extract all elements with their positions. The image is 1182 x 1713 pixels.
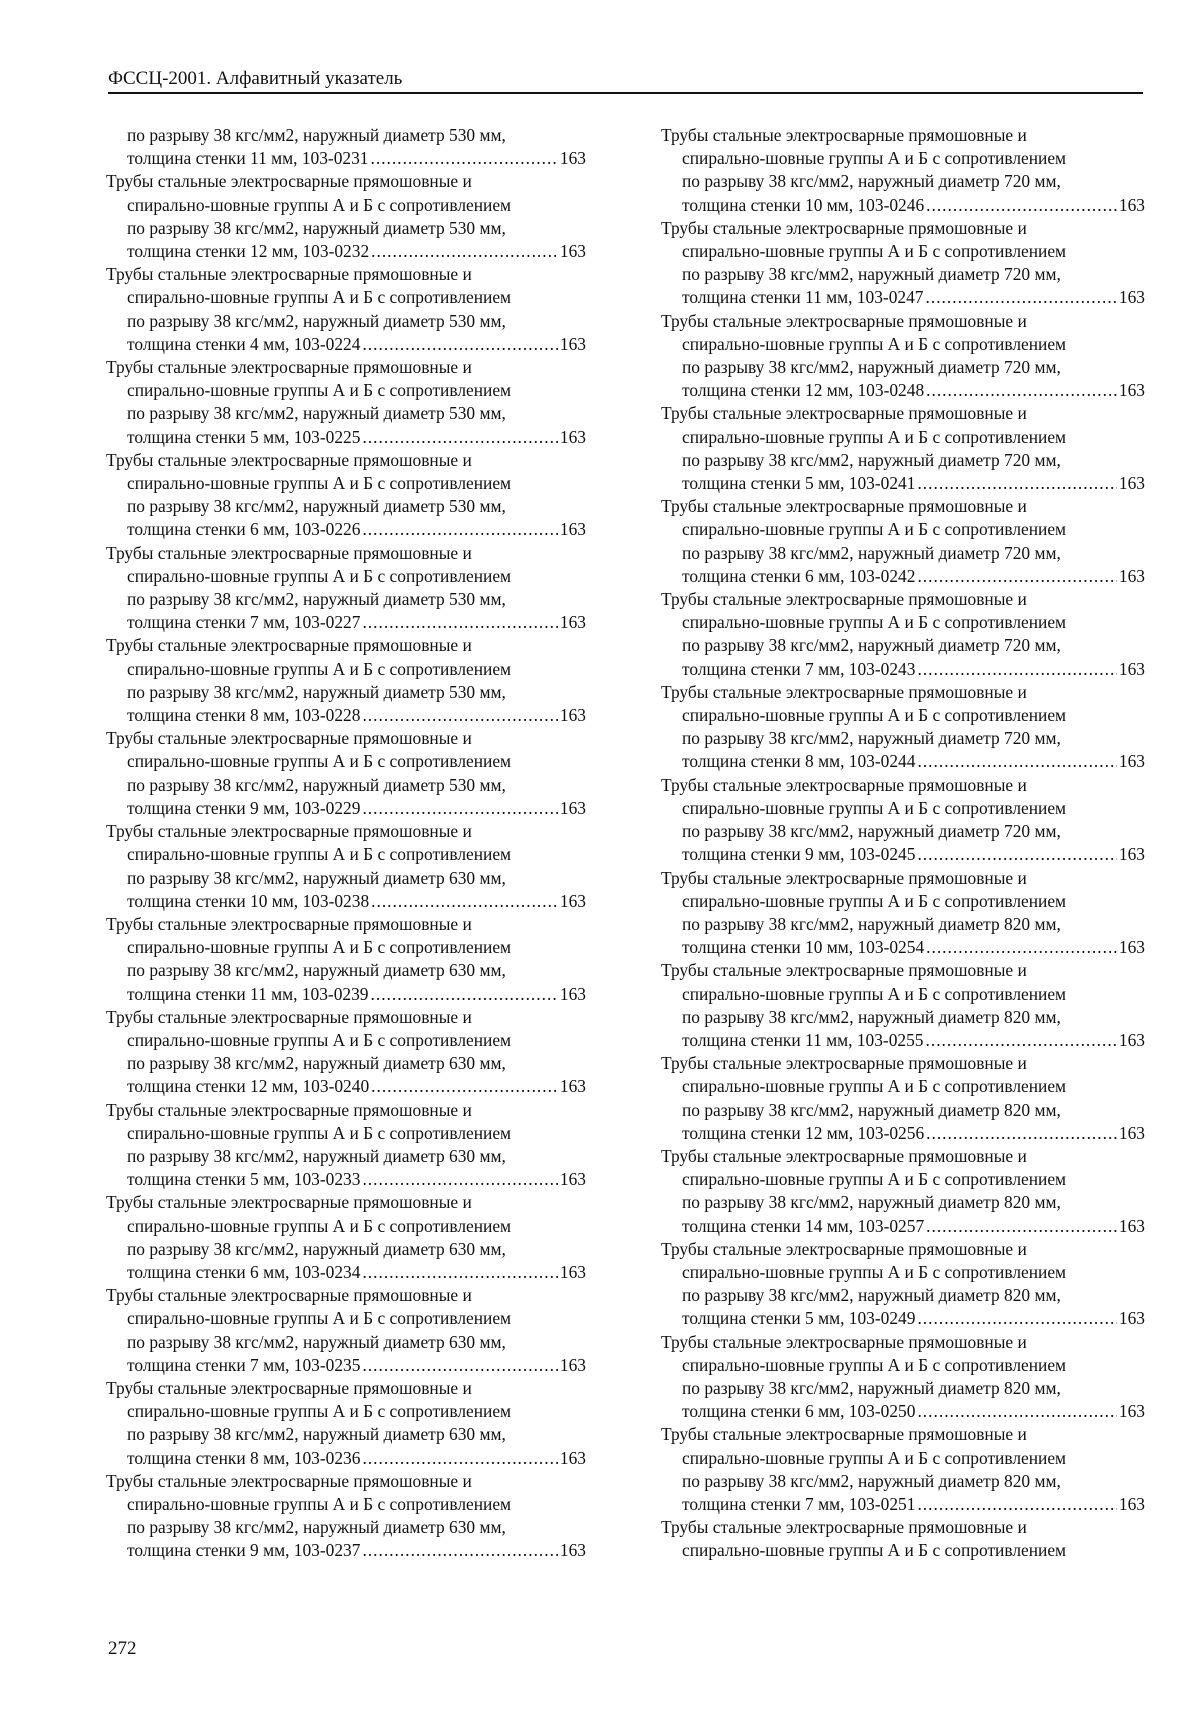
dot-leader: [371, 890, 558, 913]
entry-last-line: [106, 983, 586, 1006]
entry-last-line: [106, 240, 586, 263]
entry-heading-line: Трубы стальные электросварные прямошовные и: [661, 589, 1027, 610]
entry-code-text: толщина стенки 7 мм, 103-0251: [682, 1493, 916, 1514]
index-entry: [661, 1145, 1145, 1238]
entry-page-ref: 163: [1118, 194, 1145, 215]
entry-line: спирально-шовные группы А и Б с сопротивлением: [127, 844, 512, 865]
entry-heading-line: Трубы стальные электросварные прямошовные и: [106, 635, 472, 656]
entry-last-line: [661, 750, 1145, 773]
entry-heading-line: Трубы стальные электросварные прямошовные и: [661, 496, 1027, 517]
entry-heading-line: Трубы стальные электросварные прямошовные и: [661, 774, 1027, 795]
entry-code-text: толщина стенки 5 мм, 103-0241: [682, 473, 916, 494]
entry-last-line: [106, 1447, 586, 1470]
entry-last-line: [661, 472, 1145, 495]
index-entry: [661, 310, 1145, 403]
dot-leader: [917, 1493, 1116, 1516]
entry-last-line: [106, 147, 586, 170]
entry-heading-line: Трубы стальные электросварные прямошовные и: [106, 1285, 472, 1306]
entry-code-text: толщина стенки 12 мм, 103-0232: [127, 241, 370, 262]
entry-code-text: толщина стенки 11 мм, 103-0255: [682, 1029, 924, 1050]
entry-line: по разрыву 38 кгс/мм2, наружный диаметр 630 мм,: [127, 1517, 506, 1538]
index-entry: [106, 1284, 586, 1377]
index-entry: [106, 913, 586, 1006]
entry-last-line: [106, 611, 586, 634]
entry-last-line: [661, 379, 1145, 402]
page-number: 272: [108, 1638, 137, 1659]
entry-heading-line: Трубы стальные электросварные прямошовные и: [661, 681, 1027, 702]
entry-code-text: толщина стенки 6 мм, 103-0242: [682, 565, 916, 586]
entry-page-ref: 163: [1118, 287, 1145, 308]
entry-page-ref: 163: [1118, 1308, 1145, 1329]
entry-line: по разрыву 38 кгс/мм2, наружный диаметр 820 мм,: [682, 1006, 1061, 1027]
entry-last-line: [106, 704, 586, 727]
entry-last-line: [106, 518, 586, 541]
entry-line: спирально-шовные группы А и Б с сопротивлением: [127, 287, 512, 308]
entry-page-ref: 163: [559, 890, 586, 911]
dot-leader: [926, 194, 1117, 217]
entry-line: по разрыву 38 кгс/мм2, наружный диаметр 820 мм,: [682, 1377, 1061, 1398]
dot-leader: [362, 426, 557, 449]
index-entry: [661, 1052, 1145, 1145]
entry-line: по разрыву 38 кгс/мм2, наружный диаметр 630 мм,: [127, 1331, 506, 1352]
entry-heading-line: Трубы стальные электросварные прямошовные и: [106, 728, 472, 749]
entry-line: спирально-шовные группы А и Б с сопротивлением: [127, 937, 512, 958]
dot-leader: [917, 658, 1116, 681]
entry-last-line: [106, 1354, 586, 1377]
entry-last-line: [661, 1307, 1145, 1330]
dot-leader: [362, 333, 557, 356]
entry-page-ref: 163: [559, 1447, 586, 1468]
dot-leader: [362, 1261, 557, 1284]
entry-last-line: [106, 797, 586, 820]
dot-leader: [362, 1354, 557, 1377]
entry-page-ref: 163: [1118, 380, 1145, 401]
entry-line: по разрыву 38 кгс/мм2, наружный диаметр 820 мм,: [682, 1285, 1061, 1306]
dot-leader: [362, 518, 557, 541]
dot-leader: [917, 472, 1116, 495]
index-entry: [106, 263, 586, 356]
entry-line: спирально-шовные группы А и Б с сопротивлением: [127, 751, 512, 772]
entry-page-ref: 163: [559, 333, 586, 354]
index-entry: [106, 1191, 586, 1284]
entry-line: спирально-шовные группы А и Б с сопротивлением: [682, 333, 1067, 354]
header-rule: [108, 92, 1143, 94]
entry-line: по разрыву 38 кгс/мм2, наружный диаметр 530 мм,: [127, 217, 506, 238]
entry-line: по разрыву 38 кгс/мм2, наружный диаметр 720 мм,: [682, 821, 1061, 842]
entry-line: спирально-шовные группы А и Б с сопротивлением: [127, 1029, 512, 1050]
index-entry: [106, 1006, 586, 1099]
dot-leader: [362, 1168, 557, 1191]
entry-page-ref: 163: [1118, 1493, 1145, 1514]
entry-code-text: толщина стенки 7 мм, 103-0243: [682, 658, 916, 679]
dot-leader: [926, 379, 1117, 402]
entry-page-ref: 163: [559, 797, 586, 818]
entry-line: по разрыву 38 кгс/мм2, наружный диаметр 720 мм,: [682, 171, 1061, 192]
index-entry: [106, 820, 586, 913]
entry-line: по разрыву 38 кгс/мм2, наружный диаметр 820 мм,: [682, 913, 1061, 934]
entry-line: спирально-шовные группы А и Б с сопротивлением: [127, 194, 512, 215]
entry-line: спирально-шовные группы А и Б с сопротивлением: [682, 1354, 1067, 1375]
entry-heading-line: Трубы стальные электросварные прямошовные и: [661, 1238, 1027, 1259]
entry-last-line: [661, 1400, 1145, 1423]
entry-line: по разрыву 38 кгс/мм2, наружный диаметр 530 мм,: [127, 403, 506, 424]
entry-page-ref: 163: [1118, 751, 1145, 772]
entry-code-text: толщина стенки 5 мм, 103-0233: [127, 1169, 361, 1190]
entry-code-text: толщина стенки 8 мм, 103-0236: [127, 1447, 361, 1468]
entry-code-text: толщина стенки 5 мм, 103-0225: [127, 426, 361, 447]
entry-last-line: [106, 1261, 586, 1284]
index-entry: [661, 402, 1145, 495]
entry-last-line: [106, 333, 586, 356]
entry-last-line: [106, 1168, 586, 1191]
entry-code-text: толщина стенки 9 мм, 103-0229: [127, 797, 361, 818]
entry-code-text: толщина стенки 7 мм, 103-0235: [127, 1354, 361, 1375]
entry-code-text: толщина стенки 10 мм, 103-0254: [682, 937, 925, 958]
entry-page-ref: 163: [1118, 473, 1145, 494]
entry-line: спирально-шовные группы А и Б с сопротивлением: [127, 1493, 512, 1514]
entry-line: спирально-шовные группы А и Б с сопротивлением: [682, 1076, 1067, 1097]
entry-line: по разрыву 38 кгс/мм2, наружный диаметр 820 мм,: [682, 1192, 1061, 1213]
entry-heading-line: Трубы стальные электросварные прямошовные и: [106, 542, 472, 563]
entry-last-line: [661, 1215, 1145, 1238]
entry-page-ref: 163: [559, 612, 586, 633]
entry-page-ref: 163: [1118, 658, 1145, 679]
entry-heading-line: Трубы стальные электросварные прямошовные и: [106, 264, 472, 285]
entry-page-ref: 163: [559, 426, 586, 447]
entry-line: спирально-шовные группы А и Б с сопротивлением: [127, 1308, 512, 1329]
entry-code-text: толщина стенки 8 мм, 103-0228: [127, 705, 361, 726]
entry-code-text: толщина стенки 9 мм, 103-0245: [682, 844, 916, 865]
entry-line: спирально-шовные группы А и Б с сопротивлением: [127, 473, 512, 494]
entry-line: по разрыву 38 кгс/мм2, наружный диаметр 530 мм,: [127, 125, 506, 145]
index-entry: [661, 495, 1145, 588]
entry-heading-line: Трубы стальные электросварные прямошовные и: [106, 1470, 472, 1491]
entry-last-line: [106, 426, 586, 449]
entry-line: по разрыву 38 кгс/мм2, наружный диаметр 630 мм,: [127, 1145, 506, 1166]
index-entry: [106, 449, 586, 542]
index-entry: [106, 1099, 586, 1192]
entry-page-ref: 163: [1118, 1215, 1145, 1236]
dot-leader: [926, 286, 1117, 309]
entry-line: спирально-шовные группы А и Б с сопротивлением: [682, 705, 1067, 726]
entry-page-ref: 163: [1118, 937, 1145, 958]
entry-heading-line: Трубы стальные электросварные прямошовные и: [661, 217, 1027, 238]
dot-leader: [371, 240, 558, 263]
entry-line: по разрыву 38 кгс/мм2, наружный диаметр 630 мм,: [127, 1424, 506, 1445]
entry-last-line: [106, 1539, 586, 1562]
page-header-title: ФССЦ-2001. Алфавитный указатель: [108, 68, 403, 89]
entry-line: спирально-шовные группы А и Б с сопротивлением: [127, 380, 512, 401]
entry-code-text: толщина стенки 9 мм, 103-0237: [127, 1540, 361, 1561]
entry-code-text: толщина стенки 7 мм, 103-0227: [127, 612, 361, 633]
entry-line: спирально-шовные группы А и Б с сопротивлением: [682, 1540, 1067, 1561]
dot-leader: [917, 1400, 1116, 1423]
entry-code-text: толщина стенки 6 мм, 103-0226: [127, 519, 361, 540]
index-column-left: [106, 124, 586, 1563]
entry-heading-line: Трубы стальные электросварные прямошовные и: [661, 1331, 1027, 1352]
index-entry: [106, 727, 586, 820]
dot-leader: [917, 750, 1116, 773]
entry-heading-line: Трубы стальные электросварные прямошовные и: [106, 913, 472, 934]
entry-last-line: [661, 565, 1145, 588]
entry-code-text: толщина стенки 14 мм, 103-0257: [682, 1215, 925, 1236]
entry-heading-line: Трубы стальные электросварные прямошовные и: [661, 867, 1027, 888]
index-entry: [661, 1516, 1145, 1562]
entry-code-text: толщина стенки 12 мм, 103-0248: [682, 380, 925, 401]
entry-heading-line: Трубы стальные электросварные прямошовные и: [106, 449, 472, 470]
dot-leader: [362, 797, 557, 820]
index-entry: [661, 217, 1145, 310]
dot-leader: [371, 147, 558, 170]
entry-code-text: толщина стенки 10 мм, 103-0238: [127, 890, 370, 911]
entry-code-text: толщина стенки 11 мм, 103-0247: [682, 287, 924, 308]
entry-code-text: толщина стенки 4 мм, 103-0224: [127, 333, 361, 354]
index-entry: [661, 1331, 1145, 1424]
entry-line: по разрыву 38 кгс/мм2, наружный диаметр 630 мм,: [127, 1053, 506, 1074]
index-entry: [661, 867, 1145, 960]
index-entry: [661, 588, 1145, 681]
entry-line: по разрыву 38 кгс/мм2, наружный диаметр 820 мм,: [682, 1470, 1061, 1491]
entry-line: спирально-шовные группы А и Б с сопротивлением: [682, 1169, 1067, 1190]
entry-last-line: [106, 1075, 586, 1098]
entry-code-text: толщина стенки 12 мм, 103-0240: [127, 1076, 370, 1097]
dot-leader: [362, 1447, 557, 1470]
entry-page-ref: 163: [1118, 565, 1145, 586]
entry-line: спирально-шовные группы А и Б с сопротивлением: [682, 426, 1067, 447]
entry-heading-line: Трубы стальные электросварные прямошовные и: [661, 960, 1027, 981]
entry-heading-line: Трубы стальные электросварные прямошовные и: [106, 357, 472, 378]
index-entry: [661, 681, 1145, 774]
entry-last-line: [661, 1029, 1145, 1052]
index-entry: [106, 1377, 586, 1470]
entry-line: по разрыву 38 кгс/мм2, наружный диаметр 630 мм,: [127, 1238, 506, 1259]
dot-leader: [917, 565, 1116, 588]
entry-page-ref: 163: [1118, 1029, 1145, 1050]
entry-line: по разрыву 38 кгс/мм2, наружный диаметр 530 мм,: [127, 310, 506, 331]
entry-heading-line: Трубы стальные электросварные прямошовные и: [661, 310, 1027, 331]
entry-last-line: [661, 936, 1145, 959]
index-entry: [661, 774, 1145, 867]
index-entry: [106, 124, 586, 170]
entry-heading-line: Трубы стальные электросварные прямошовные и: [106, 171, 472, 192]
entry-heading-line: Трубы стальные электросварные прямошовные и: [661, 403, 1027, 424]
entry-page-ref: 163: [559, 241, 586, 262]
dot-leader: [917, 843, 1116, 866]
index-entry: [106, 1470, 586, 1563]
entry-code-text: толщина стенки 12 мм, 103-0256: [682, 1122, 925, 1143]
entry-line: по разрыву 38 кгс/мм2, наружный диаметр 530 мм,: [127, 496, 506, 517]
entry-line: по разрыву 38 кгс/мм2, наружный диаметр 720 мм,: [682, 728, 1061, 749]
dot-leader: [362, 1539, 557, 1562]
entry-line: спирально-шовные группы А и Б с сопротивлением: [682, 241, 1067, 262]
dot-leader: [362, 611, 557, 634]
index-entry: [661, 1238, 1145, 1331]
entry-line: спирально-шовные группы А и Б с сопротивлением: [682, 148, 1067, 169]
index-entry: [661, 959, 1145, 1052]
entry-last-line: [106, 890, 586, 913]
entry-line: по разрыву 38 кгс/мм2, наружный диаметр 720 мм,: [682, 449, 1061, 470]
entry-page-ref: 163: [1118, 1401, 1145, 1422]
entry-line: по разрыву 38 кгс/мм2, наружный диаметр 720 мм,: [682, 635, 1061, 656]
entry-line: спирально-шовные группы А и Б с сопротивлением: [682, 890, 1067, 911]
entry-line: спирально-шовные группы А и Б с сопротивлением: [127, 565, 512, 586]
entry-line: по разрыву 38 кгс/мм2, наружный диаметр 820 мм,: [682, 1099, 1061, 1120]
entry-page-ref: 163: [1118, 1122, 1145, 1143]
entry-code-text: толщина стенки 10 мм, 103-0246: [682, 194, 925, 215]
index-entry: [106, 356, 586, 449]
entry-heading-line: Трубы стальные электросварные прямошовные и: [661, 125, 1027, 145]
entry-line: спирально-шовные группы А и Б с сопротивлением: [127, 1122, 512, 1143]
entry-line: по разрыву 38 кгс/мм2, наружный диаметр 720 мм,: [682, 542, 1061, 563]
entry-code-text: толщина стенки 6 мм, 103-0250: [682, 1401, 916, 1422]
entry-line: по разрыву 38 кгс/мм2, наружный диаметр 530 мм,: [127, 589, 506, 610]
dot-leader: [362, 704, 557, 727]
entry-page-ref: 163: [559, 1540, 586, 1561]
entry-heading-line: Трубы стальные электросварные прямошовные и: [661, 1424, 1027, 1445]
entry-line: по разрыву 38 кгс/мм2, наружный диаметр 630 мм,: [127, 867, 506, 888]
entry-line: по разрыву 38 кгс/мм2, наружный диаметр 530 мм,: [127, 774, 506, 795]
entry-heading-line: Трубы стальные электросварные прямошовные и: [106, 1099, 472, 1120]
entry-page-ref: 163: [559, 148, 586, 169]
entry-code-text: толщина стенки 11 мм, 103-0239: [127, 983, 369, 1004]
entry-page-ref: 163: [559, 1261, 586, 1282]
entry-last-line: [661, 286, 1145, 309]
entry-line: спирально-шовные группы А и Б с сопротивлением: [127, 1401, 512, 1422]
entry-line: спирально-шовные группы А и Б с сопротивлением: [127, 658, 512, 679]
entry-code-text: толщина стенки 11 мм, 103-0231: [127, 148, 369, 169]
entry-line: спирально-шовные группы А и Б с сопротивлением: [682, 519, 1067, 540]
entry-heading-line: Трубы стальные электросварные прямошовные и: [106, 1006, 472, 1027]
dot-leader: [926, 1122, 1117, 1145]
entry-line: спирально-шовные группы А и Б с сопротивлением: [682, 797, 1067, 818]
entry-line: спирально-шовные группы А и Б с сопротивлением: [127, 1215, 512, 1236]
entry-code-text: толщина стенки 6 мм, 103-0234: [127, 1261, 361, 1282]
entry-heading-line: Трубы стальные электросварные прямошовные и: [106, 1192, 472, 1213]
index-entry: [106, 170, 586, 263]
index-entry: [106, 542, 586, 635]
entry-heading-line: Трубы стальные электросварные прямошовные и: [661, 1145, 1027, 1166]
entry-line: по разрыву 38 кгс/мм2, наружный диаметр 720 мм,: [682, 264, 1061, 285]
entry-heading-line: Трубы стальные электросварные прямошовные и: [661, 1517, 1027, 1538]
entry-heading-line: Трубы стальные электросварные прямошовные и: [106, 821, 472, 842]
dot-leader: [926, 936, 1117, 959]
entry-page-ref: 163: [559, 1354, 586, 1375]
entry-heading-line: Трубы стальные электросварные прямошовные и: [661, 1053, 1027, 1074]
entry-last-line: [661, 843, 1145, 866]
entry-last-line: [661, 658, 1145, 681]
entry-code-text: толщина стенки 5 мм, 103-0249: [682, 1308, 916, 1329]
dot-leader: [926, 1215, 1117, 1238]
entry-last-line: [661, 1493, 1145, 1516]
entry-code-text: толщина стенки 8 мм, 103-0244: [682, 751, 916, 772]
entry-line: спирально-шовные группы А и Б с сопротивлением: [682, 983, 1067, 1004]
entry-line: спирально-шовные группы А и Б с сопротивлением: [682, 612, 1067, 633]
entry-last-line: [661, 194, 1145, 217]
entry-line: по разрыву 38 кгс/мм2, наружный диаметр 530 мм,: [127, 681, 506, 702]
entry-page-ref: 163: [559, 1076, 586, 1097]
index-column-right: [661, 124, 1145, 1563]
entry-last-line: [661, 1122, 1145, 1145]
entry-page-ref: 163: [559, 1169, 586, 1190]
dot-leader: [371, 983, 558, 1006]
index-entry: [661, 124, 1145, 217]
entry-page-ref: 163: [1118, 844, 1145, 865]
entry-line: по разрыву 38 кгс/мм2, наружный диаметр 720 мм,: [682, 357, 1061, 378]
dot-leader: [926, 1029, 1117, 1052]
index-entry: [106, 634, 586, 727]
entry-line: спирально-шовные группы А и Б с сопротивлением: [682, 1447, 1067, 1468]
entry-line: по разрыву 38 кгс/мм2, наружный диаметр 630 мм,: [127, 960, 506, 981]
entry-heading-line: Трубы стальные электросварные прямошовные и: [106, 1377, 472, 1398]
entry-page-ref: 163: [559, 705, 586, 726]
index-entry: [661, 1423, 1145, 1516]
entry-line: спирально-шовные группы А и Б с сопротивлением: [682, 1261, 1067, 1282]
dot-leader: [371, 1075, 558, 1098]
dot-leader: [917, 1307, 1116, 1330]
entry-page-ref: 163: [559, 519, 586, 540]
entry-page-ref: 163: [559, 983, 586, 1004]
